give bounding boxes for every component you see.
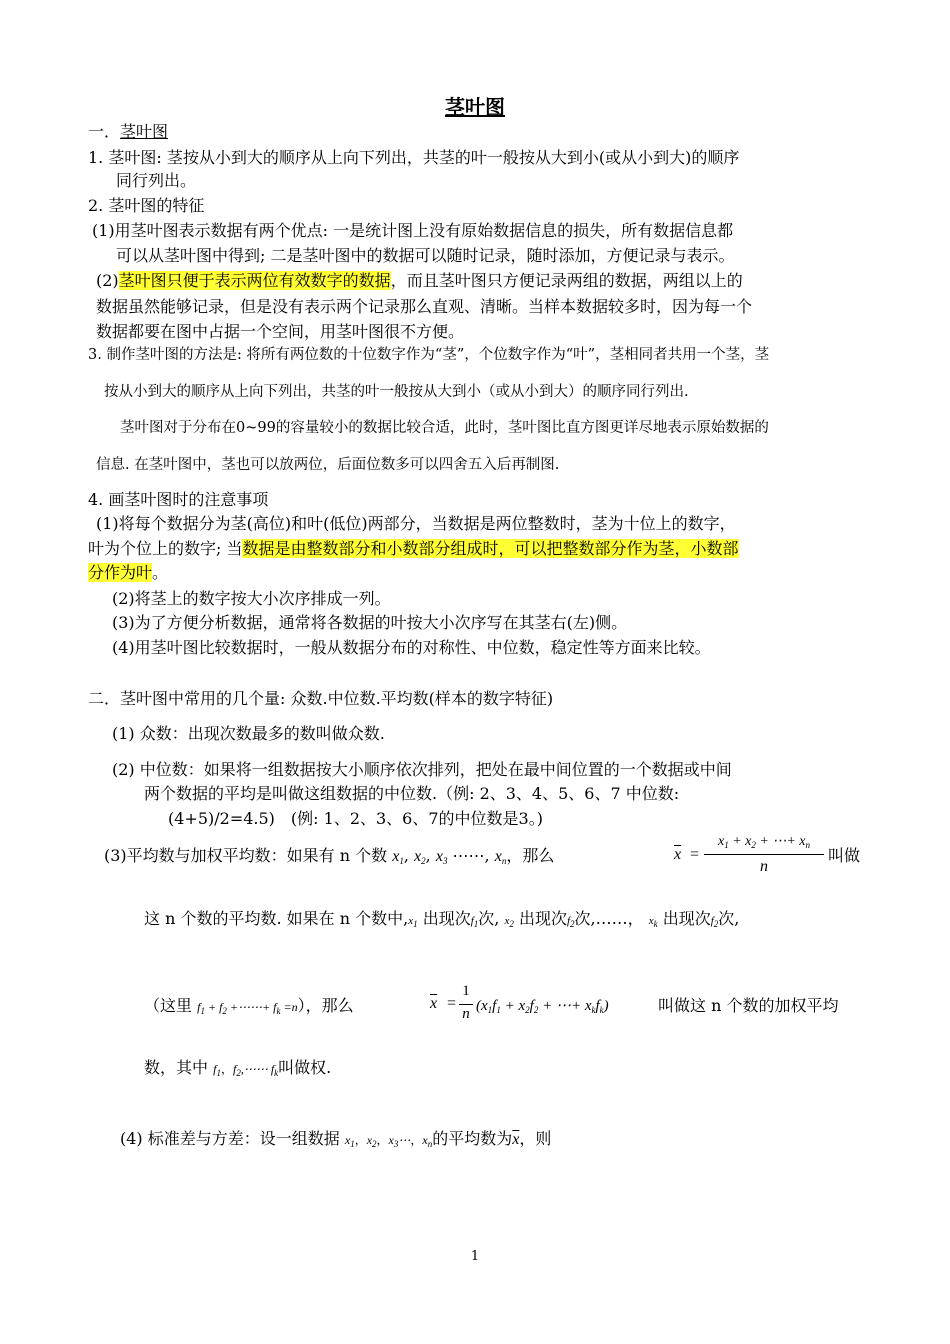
math-xn: $x_n$	[494, 848, 507, 866]
math-x1: $x_1$	[408, 915, 418, 929]
fraction-bar	[704, 854, 824, 855]
para-3-line-4: 信息. 在茎叶图中，茎也可以放两位，后面位数多可以四舍五入后再制图.	[96, 457, 560, 473]
median-line-3: (4+5)/2=4.5) (例: 1、2、3、6、7的中位数是3。)	[168, 809, 543, 828]
para-4-heading: 4. 画茎叶图时的注意事项	[88, 490, 269, 509]
fraction-bar	[459, 1004, 473, 1005]
para-4-1-suffix: 。	[152, 563, 169, 582]
weights-suffix: 叫做权.	[278, 1058, 332, 1077]
para-4-1-line-1: (1)将每个数据分为茎(高位)和叶(低位)两部分，当数据是两位整数时，茎为十位上的数字，	[96, 514, 736, 533]
weights-prefix: 数，其中	[144, 1058, 209, 1077]
weighted-line-1	[144, 995, 354, 1022]
weighted-prefix: （这里	[144, 996, 193, 1015]
mean-then: ，那么	[506, 846, 555, 865]
page-title: 茎叶图	[445, 95, 505, 119]
mean-line-2-text: 这 n 个数的平均数. 如果在 n 个数中,	[144, 909, 409, 928]
weighted-denominator: n	[462, 1006, 470, 1022]
page-number: 1	[470, 1249, 480, 1264]
math-x2: $x_2$	[504, 915, 514, 929]
math-weights-list: $f_1$，$f_2,\cdots\cdots$ $f_k$	[213, 1062, 279, 1078]
math-weights-sum: $f_1 + f_2$ +⋯⋯+ $f_k =n$	[197, 1000, 298, 1016]
weighted-then: ），那么	[297, 996, 354, 1015]
math-xbar: $\overline{x}$	[674, 846, 682, 863]
weighted-numerator: 1	[462, 983, 470, 999]
highlight-text: 分作为叶	[88, 563, 153, 582]
math-xk: $x_k$	[648, 915, 658, 929]
mean-prefix: (3)平均数与加权平均数：如果有 n 个数	[104, 846, 388, 865]
para-4-3: (3)为了方便分析数据，通常将各数据的叶按大小次序写在其茎右(左)侧。	[112, 613, 628, 632]
math-f1: $f_1$	[470, 915, 479, 929]
para-2-1-line-2: 可以从茎叶图中得到; 二是茎叶图中的数据可以随时记录，随时添加，方便记录与表示。	[116, 246, 735, 265]
math-xbar: $\overline{x}$	[512, 1131, 520, 1148]
para-2-2-prefix: (2)	[96, 271, 119, 290]
math-x1: $x_1$	[392, 848, 404, 866]
para-3-line-1: 3. 制作茎叶图的方法是: 将所有两位数的十位数字作为“茎”，个位数字作为“叶”，茎相同者共用一个茎，茎	[88, 347, 770, 363]
weighted-call: 叫做这 n 个数的加权平均	[658, 996, 839, 1015]
mode-definition: (1) 众数：出现次数最多的数叫做众数.	[112, 724, 385, 743]
para-2-1-line-1: (1)用茎叶图表示数据有两个优点: 一是统计图上没有原始数据信息的损失，所有数据信息都	[92, 221, 734, 240]
mean-call: 叫做	[828, 846, 861, 865]
variance-mid: 的平均数为	[432, 1129, 513, 1148]
para-2-2-line-2: 数据虽然能够记录，但是没有表示两个记录那么直观、清晰。当样本数据较多时，因为每一个	[96, 297, 753, 316]
para-2-heading: 2. 茎叶图的特征	[88, 196, 205, 215]
math-xbar: $\overline{x}$	[430, 995, 438, 1012]
para-3-line-3: 茎叶图对于分布在0~99的容量较小的数据比较合适，此时，茎叶图比直方图更详尽地表示原始数据的	[120, 420, 769, 436]
para-2-2-line-3: 数据都要在图中占据一个空间，用茎叶图很不方便。	[96, 322, 465, 341]
math-data-list: $x_1$，$x_2$，$x_3\cdots$，$x_n$	[344, 1133, 433, 1149]
section-2-heading: 二．茎叶图中常用的几个量: 众数.中位数.平均数(样本的数字特征)	[88, 689, 554, 708]
weights-line	[144, 1057, 331, 1084]
median-line-1: (2) 中位数：如果将一组数据按大小顺序依次排列，把处在最中间位置的一个数据或中间	[112, 760, 732, 779]
section-1-title: 茎叶图	[120, 122, 169, 141]
variance-prefix: (4) 标准差与方差：设一组数据	[120, 1129, 340, 1148]
para-2-2-suffix: ，而且茎叶图只方便记录两组的数据，两组以上的	[390, 271, 743, 290]
section-1-heading	[88, 121, 168, 143]
para-1-line-2: 同行列出。	[116, 171, 197, 190]
variance-suffix: ，则	[519, 1129, 552, 1148]
mean-line-1: (3)平均数与加权平均数：如果有 n 个数 $x_1$, $x_2$, $x_3$ ⋯⋯, $x_n$，那么	[104, 846, 555, 866]
para-4-4: (4)用茎叶图比较数据时，一般从数据分布的对称性、中位数，稳定性等方面来比较。	[112, 638, 711, 657]
para-4-1-line-2	[88, 538, 739, 560]
math-f2: $f_2$	[566, 915, 575, 929]
para-2-2-line-1	[96, 270, 743, 292]
highlight-text: 数据是由整数部分和小数部分组成时，可以把整数部分作为茎，小数部	[242, 539, 739, 558]
mean-numerator: $x_1 + x_2$ + ⋯+ $x_n$	[717, 834, 810, 850]
para-4-1-prefix: 叶为个位上的数字; 当	[88, 539, 243, 558]
median-line-2: 两个数据的平均是叫做这组数据的中位数.（例: 2、3、4、5、6、7 中位数:	[144, 784, 680, 803]
mean-line-2: 这 n 个数的平均数. 如果在 n 个数中$,x_1$ 出现次$f_1$次, $x_2$ 出现次$f_2$次,……， $x_k$ 出现次$f_2$次,	[144, 909, 740, 929]
highlight-text: 茎叶图只便于表示两位有效数字的数据	[118, 271, 391, 290]
para-4-1-line-3	[88, 562, 168, 584]
mean-denominator: n	[760, 858, 768, 875]
math-x3: $x_3$	[435, 848, 448, 866]
weighted-sum: ($x_1f_1 + x_2f_2$ + ⋯+ $x_kf_k$)	[476, 998, 609, 1015]
math-f2: $f_2$	[710, 915, 719, 929]
math-equals: =	[447, 995, 457, 1012]
math-x2: $x_2$	[414, 848, 426, 866]
para-1-line-1: 1. 茎叶图: 茎按从小到大的顺序从上向下列出，共茎的叶一般按从大到小(或从小到大)的顺序	[88, 148, 740, 167]
section-1-number: 一．	[88, 122, 121, 141]
para-3-line-2: 按从小到大的顺序从上向下列出，共茎的叶一般按从大到小（或从小到大）的顺序同行列出.	[104, 384, 689, 400]
para-4-2: (2)将茎上的数字按大小次序排成一列。	[112, 589, 391, 608]
variance-line	[120, 1128, 551, 1155]
math-equals: =	[690, 846, 700, 863]
